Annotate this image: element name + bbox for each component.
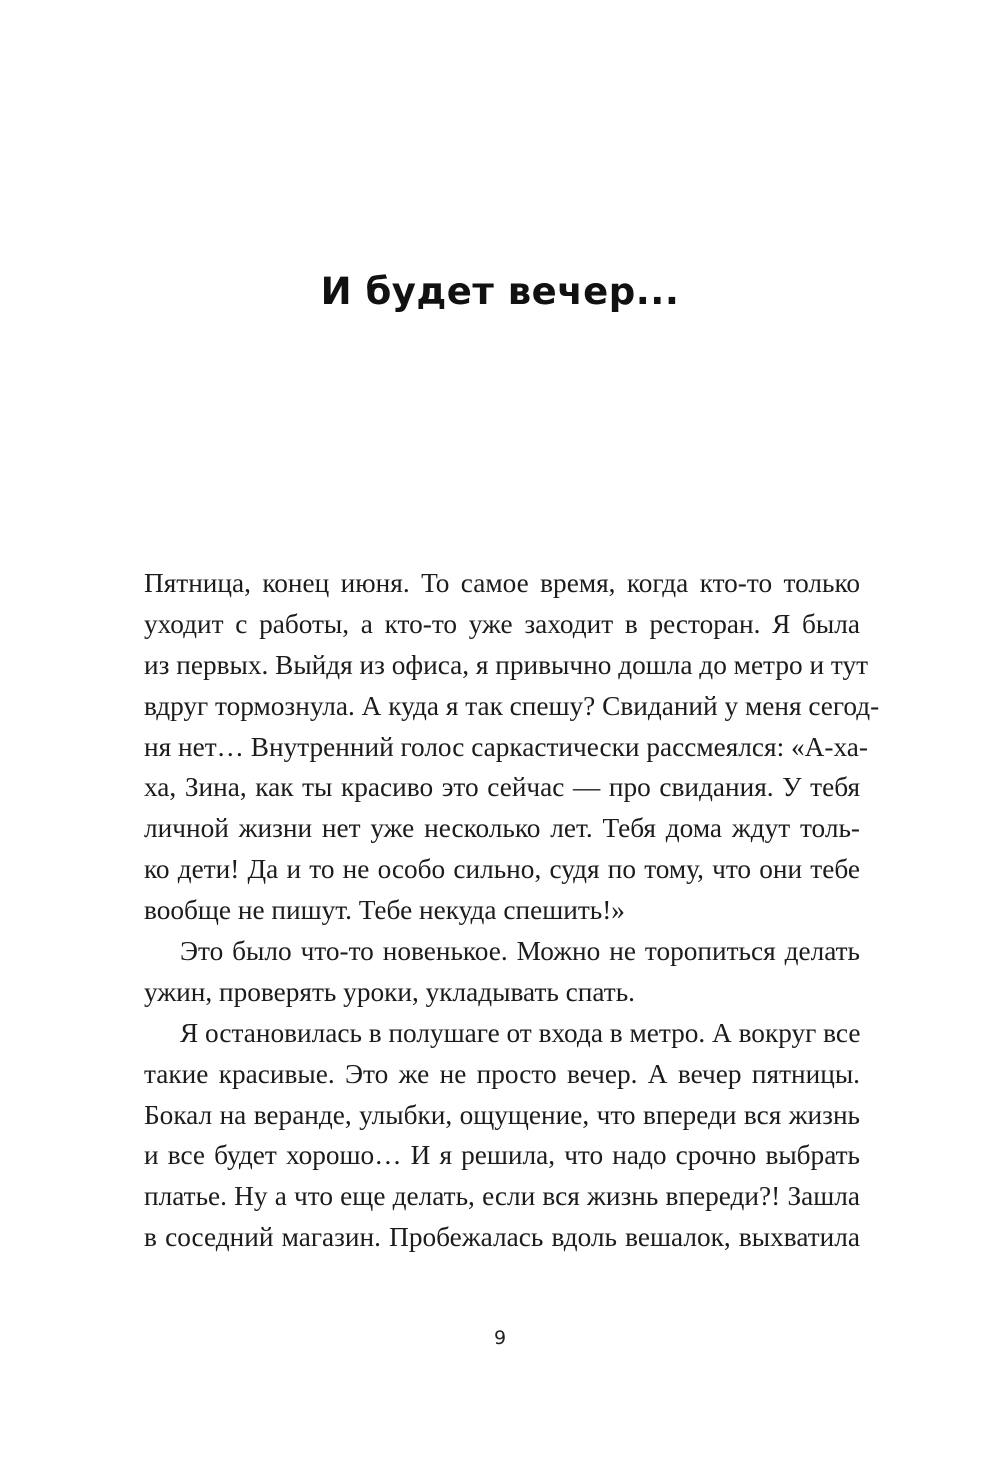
page-number: 9 — [493, 1327, 507, 1349]
text-line: ня нет… Внутренний голос саркастически рассмеялся: «А-ха- — [144, 731, 868, 762]
text-line: Я остановилась в полушаге от входа в метро. А вокруг все — [180, 1017, 861, 1048]
text-line: Это было что-то новенькое. Можно не торопиться делать — [180, 936, 860, 967]
text-line: такие красивые. Это же не просто вечер. А вечер пятницы. — [144, 1058, 860, 1089]
text-line: вдруг тормознула. А куда я так спешу? Свиданий у меня сегод- — [144, 690, 880, 721]
text-line: и все будет хорошо… И я решила, что надо срочно выбрать — [144, 1140, 860, 1171]
text-line: личной жизни нет уже несколько лет. Тебя дома ждут толь- — [144, 813, 860, 844]
text-line: ха, Зина, как ты красиво это сейчас — про свидания. У тебя — [144, 772, 860, 803]
text-line: Бокал на веранде, улыбки, ощущение, что впереди вся жизнь — [144, 1099, 860, 1130]
text-line: вообще не пишут. Тебе некуда спешить!» — [144, 895, 625, 926]
text-line: уходит с работы, а кто-то уже заходит в ресторан. Я была — [144, 608, 860, 639]
text-line: платье. Ну а что еще делать, если вся жизнь впереди?! Зашла — [144, 1181, 860, 1212]
body-text — [144, 563, 880, 1258]
paragraph-2 — [144, 931, 860, 1013]
text-line: ужин, проверять уроки, укладывать спать. — [144, 976, 635, 1007]
text-line: в соседний магазин. Пробежалась вдоль вешалок, выхватила — [144, 1222, 860, 1253]
text-line: из первых. Выйдя из офиса, я привычно дошла до метро и тут — [144, 649, 869, 680]
paragraph-1 — [144, 563, 880, 931]
paragraph-3 — [144, 1013, 860, 1258]
text-line: ко дети! Да и то не особо сильно, судя по тому, что они тебе — [144, 854, 860, 885]
text-line: Пятница, конец июня. То самое время, когда кто-то только — [144, 568, 860, 598]
chapter-title: И будет вечер... — [320, 270, 680, 313]
